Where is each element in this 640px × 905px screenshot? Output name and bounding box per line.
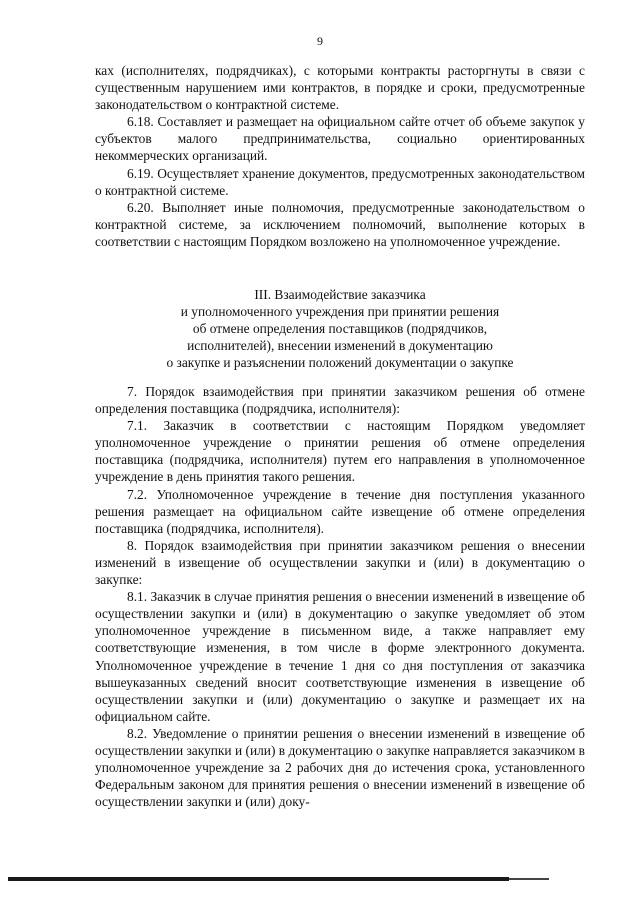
paragraph-6-19: 6.19. Осуществляет хранение документов, предусмотренных законодательством о контрактной системе.	[95, 165, 585, 198]
footer-scan-rule	[8, 877, 509, 881]
section-heading-line: исполнителей), внесении изменений в документацию	[187, 338, 493, 354]
paragraph-6-20: 6.20. Выполняет иные полномочия, предусмотренные законодательством о контрактной системе, за исключением полномочий, выполнение которых в соответствии с настоящим Порядком возложено на уполномоченное учреждение.	[95, 199, 585, 249]
paragraph-7-2: 7.2. Уполномоченное учреждение в течение дня поступления указанного решения размещает на официальном сайте извещение об отмене определения поставщика (подрядчика, исполнителя).	[95, 486, 585, 536]
paragraph-8: 8. Порядок взаимодействия при принятии заказчиком решения о внесении изменений в извещение об осуществлении закупки и (или) в документацию о закупке:	[95, 537, 585, 588]
main-text-block	[95, 383, 585, 810]
section-heading-line: и уполномоченного учреждения при принятии решения	[180, 304, 500, 320]
section-heading-line: об отмене определения поставщиков (подрядчиков,	[192, 321, 488, 337]
paragraph-6-18: 6.18. Составляет и размещает на официальном сайте отчет об объеме закупок у субъектов малого предпринимательства, социально ориентированных некоммерческих организаций.	[95, 114, 585, 164]
section-heading-line: III. Взаимодействие заказчика	[254, 287, 426, 302]
section-heading-line: о закупке и разъяснении положений документации о закупке	[166, 355, 514, 371]
paragraph-7: 7. Порядок взаимодействия при принятии заказчиком решения об отмене определения поставщика (подрядчика, исполнителя):	[95, 384, 585, 417]
paragraph-8-2: 8.2. Уведомление о принятии решения о внесении изменений в извещение об осуществлении закупки и (или) в документацию о закупке направляется заказчиком в уполномоченное учреждение за 2 рабочих дня до истечения срока, установленного Федеральным законом для принятия решения о внесении изменений в извещение об осуществлении закупки и (или) доку-	[95, 725, 585, 810]
paragraph-7-1: 7.1. Заказчик в соответствии с настоящим Порядком уведомляет уполномоченное учреждение о принятии решения об отмене определения поставщика (подрядчика, исполнителя) путем его направления в уполномоченное учреждение в день принятия такого решения.	[95, 418, 585, 485]
footer-scan-rule-tail	[509, 878, 549, 880]
section-heading	[95, 286, 585, 371]
paragraph-8-1: 8.1. Заказчик в случае принятия решения о внесении изменений в извещение об осуществлении закупки и (или) в документацию о закупке уведомляет об этом уполномоченное учреждение в письменном виде, а также направляет ему соответствующие изменения, в том числе в форме электронного документа. Уполномоченное учреждение в течение 1 дня со дня поступления от заказчика вышеуказанных сведений вносит соответствующие изменения в извещение об осуществлении закупки и (или) документацию о закупке и размещает их на официальном сайте.	[95, 589, 585, 724]
page-number: 9	[317, 34, 323, 48]
top-text-block	[95, 62, 585, 250]
paragraph-continuation: ках (исполнителях, подрядчиках), с которыми контракты расторгнуты в связи с существенным нарушением ими контрактов, в порядке и сроки, предусмотренные законодательством о контрактной системе.	[95, 63, 585, 113]
